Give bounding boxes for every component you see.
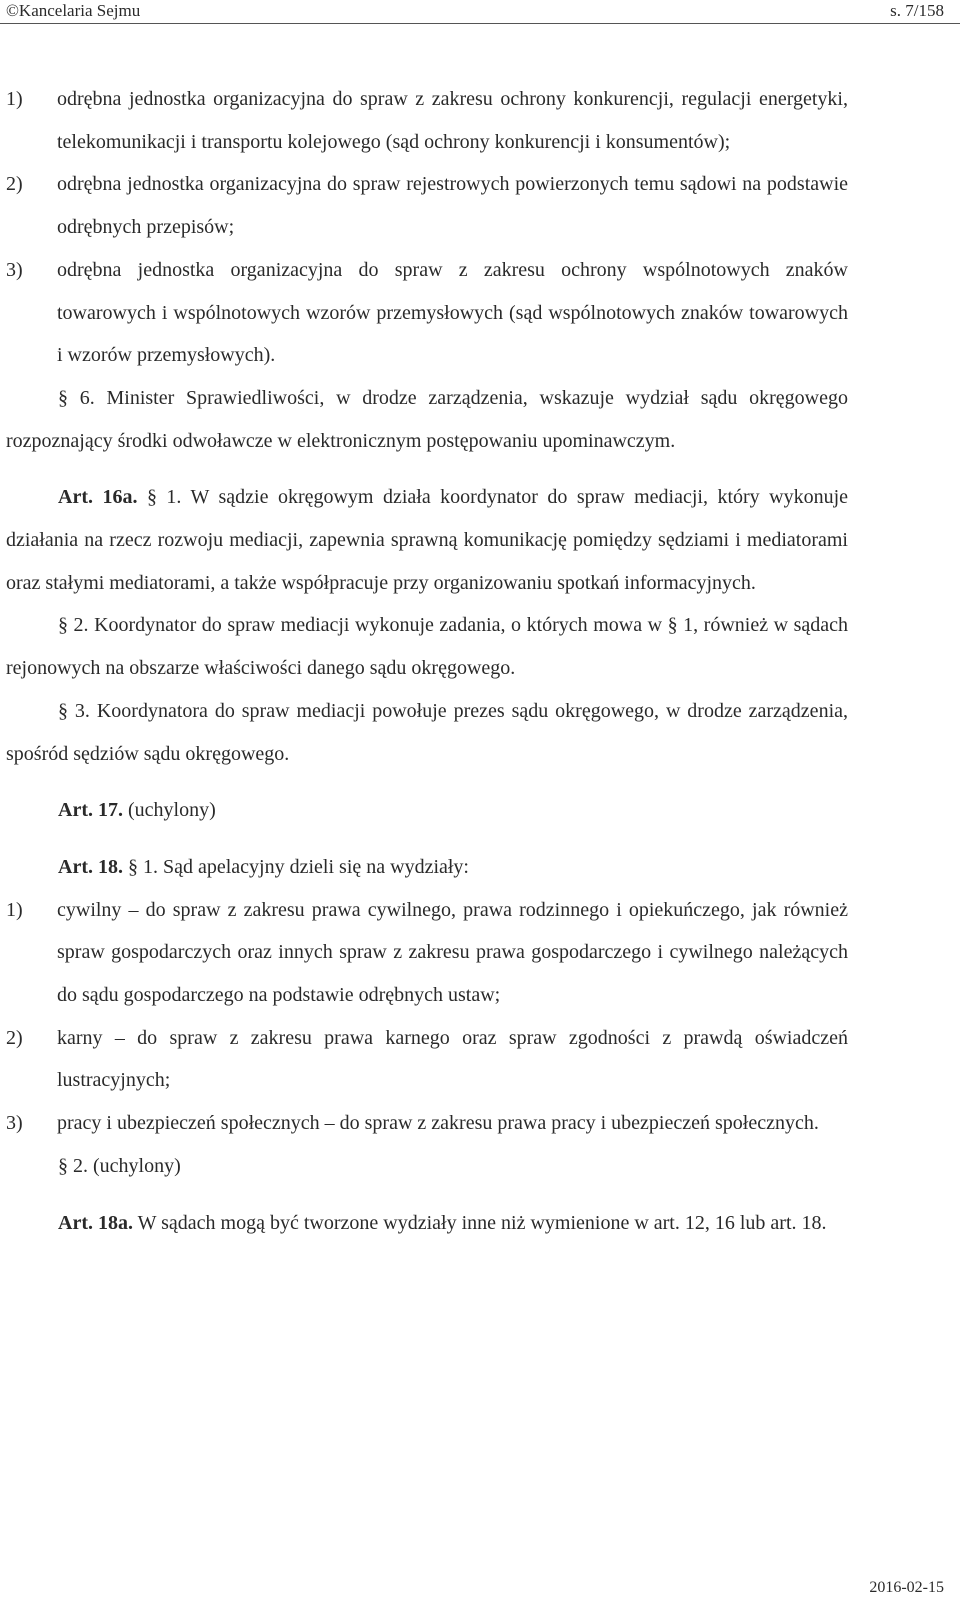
article-text: W sądach mogą być tworzone wydziały inne niż wymienione w art. 12, 16 lub art. 18. [137,1211,827,1234]
list-item [6,249,848,377]
list-number: 2) [6,1026,23,1049]
spacer [6,462,848,476]
paragraph-6: § 6. Minister Sprawiedliwości, w drodze zarządzenia, wskazuje wydział sądu okręgowego rozpoznający środki odwoławcze w elektronicznym postępowaniu upominawczym. [6,386,848,452]
list-text: pracy i ubezpieczeń społecznych – do spraw z zakresu prawa pracy i ubezpieczeń społecznych. [57,1112,819,1135]
list-number: 2) [6,173,23,196]
header-divider [0,23,960,24]
article-label: Art. 18a. [58,1211,133,1234]
article-18 [6,846,848,889]
document-date: 2016-02-15 [869,1579,944,1596]
article-text: (uchylony) [127,799,216,822]
spacer [6,832,848,846]
article-16a-par2: § 2. Koordynator do spraw mediacji wykonuje zadania, o których mowa w § 1, również w sądach rejonowych na obszarze właściwości danego sądu okręgowego. [6,614,848,680]
list-text: odrębna jednostka organizacyjna do spraw z zakresu ochrony konkurencji, regulacji energetyki, telekomunikacji i transportu kolejowego (sąd ochrony konkurencji i konsumentów); [57,88,848,153]
page-header [0,0,960,24]
article-label: Art. 17. [58,799,123,822]
list-text: karny – do spraw z zakresu prawa karnego oraz spraw zgodności z prawdą oświadczeń lustracyjnych; [57,1026,848,1092]
copyright-label: ©Kancelaria Sejmu [6,1,141,20]
list-text: cywilny – do spraw z zakresu prawa cywilnego, prawa rodzinnego i opiekuńczego, jak również spraw gospodarczych oraz innych spraw z zakresu prawa gospodarczego i cywilnego należących do sądu gospodarczego na podstawie odrębnych ustaw; [57,898,848,1007]
list-number: 1) [6,898,23,921]
article-label: Art. 18. [58,855,123,878]
article-18-par2: § 2. (uchylony) [58,1154,181,1177]
list-item [6,1017,848,1102]
spacer [6,1188,848,1202]
article-18a [6,1202,848,1245]
article-label: Art. 16a. [58,486,138,509]
article-16a-par3: § 3. Koordynatora do spraw mediacji powołuje prezes sądu okręgowego, w drodze zarządzenia, spośród sędziów sądu okręgowego. [6,699,848,765]
list-number: 3) [6,258,23,281]
list-text: odrębna jednostka organizacyjna do spraw rejestrowych powierzonych temu sądowi na podstawie odrębnych przepisów; [57,173,848,239]
list-item [6,1102,848,1145]
article-text: § 1. W sądzie okręgowym działa koordynator do spraw mediacji, który wykonuje działania na rzecz rozwoju mediacji, zapewnia sprawną komunikację pomiędzy sędziami i mediatorami oraz stałymi mediatorami, a także współpracuje przy organizowaniu spotkań informacyjnych. [6,486,849,594]
list-item [6,78,848,163]
page-number: s. 7/158 [890,1,944,20]
list-item [6,163,848,248]
list-number: 3) [6,1112,23,1135]
article-16a [6,476,848,604]
list-number: 1) [6,88,23,110]
article-17 [6,789,848,832]
document-body [6,78,848,1244]
list-item [6,889,848,1017]
spacer [6,775,848,789]
list-text: odrębna jednostka organizacyjna do spraw z zakresu ochrony wspólnotowych znaków towarowych i wspólnotowych wzorów przemysłowych (sąd wspólnotowych znaków towarowych i wzorów przemysłowych). [57,258,848,367]
article-text: § 1. Sąd apelacyjny dzieli się na wydziały: [127,855,469,878]
